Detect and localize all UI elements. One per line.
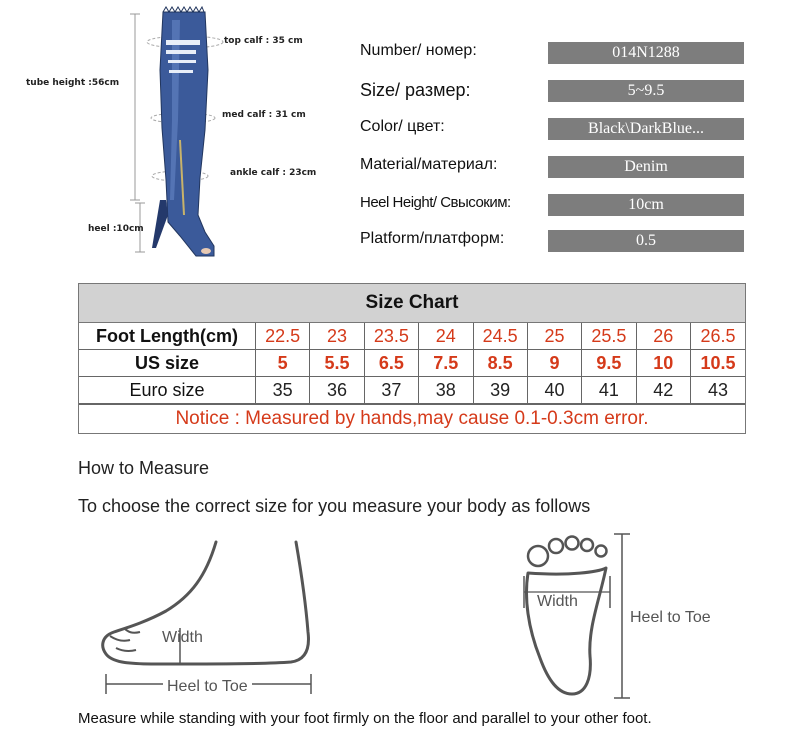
table-cell: 35 [256, 377, 310, 404]
table-cell: 41 [582, 377, 636, 404]
tube-height-label: tube height :56cm [26, 78, 120, 88]
row-header: Foot Length(cm) [79, 323, 256, 350]
table-cell: 10 [636, 350, 690, 377]
row-header: Euro size [79, 377, 256, 404]
spec-value: Black\DarkBlue... [548, 118, 744, 140]
table-cell: 40 [527, 377, 581, 404]
heel-height-label: heel :10cm [88, 224, 144, 234]
table-cell: 25 [527, 323, 581, 350]
top-length-label: Heel to Toe [630, 609, 711, 626]
side-width-label: Width [162, 629, 203, 646]
spec-row-platform [360, 228, 760, 254]
spec-row-number [360, 40, 760, 66]
table-cell: 26 [636, 323, 690, 350]
table-row [79, 377, 745, 404]
table-cell: 42 [636, 377, 690, 404]
table-cell: 38 [419, 377, 473, 404]
table-cell: 5.5 [310, 350, 364, 377]
how-to-measure-subtitle: To choose the correct size for you measure your body as follows [78, 496, 591, 516]
spec-row-material [360, 154, 760, 180]
table-cell: 10.5 [691, 350, 746, 377]
how-to-measure-title: How to Measure [78, 458, 210, 478]
table-cell: 37 [364, 377, 418, 404]
table-row [79, 350, 745, 377]
size-chart-notice: Notice : Measured by hands,may cause 0.1-0.3cm error. [79, 404, 745, 433]
table-cell: 23 [310, 323, 364, 350]
foot-top-view-icon [510, 528, 640, 703]
side-length-label: Heel to Toe [163, 678, 252, 696]
table-cell: 22.5 [256, 323, 310, 350]
spec-value: 10cm [548, 194, 744, 216]
spec-label: Platform/платформ: [360, 230, 505, 247]
spec-value: 014N1288 [548, 42, 744, 64]
table-cell: 36 [310, 377, 364, 404]
table-cell: 9.5 [582, 350, 636, 377]
table-cell: 7.5 [419, 350, 473, 377]
product-image-area [0, 0, 340, 270]
spec-row-heel-height [360, 192, 760, 218]
table-cell: 5 [256, 350, 310, 377]
size-chart-table [79, 323, 745, 404]
spec-value: 5~9.5 [548, 80, 744, 102]
table-cell: 26.5 [691, 323, 746, 350]
table-cell: 24 [419, 323, 473, 350]
measure-instruction-note: Measure while standing with your foot firmly on the floor and parallel to your other foot. [78, 710, 652, 727]
spec-row-size [360, 78, 760, 104]
table-cell: 8.5 [473, 350, 527, 377]
spec-label: Material/материал: [360, 156, 498, 173]
spec-label: Size/ размер: [360, 80, 471, 100]
size-chart [78, 283, 746, 434]
size-chart-title: Size Chart [79, 284, 745, 323]
spec-row-color [360, 116, 760, 142]
med-calf-label: med calf : 31 cm [222, 110, 306, 120]
spec-label: Number/ номер: [360, 42, 477, 59]
row-header: US size [79, 350, 256, 377]
spec-label: Heel Height/ Свысоким: [360, 194, 511, 211]
table-cell: 9 [527, 350, 581, 377]
table-cell: 24.5 [473, 323, 527, 350]
table-cell: 6.5 [364, 350, 418, 377]
table-cell: 23.5 [364, 323, 418, 350]
top-width-label: Width [537, 593, 578, 610]
table-cell: 43 [691, 377, 746, 404]
top-calf-label: top calf : 35 cm [224, 36, 303, 46]
spec-value: Denim [548, 156, 744, 178]
table-cell: 25.5 [582, 323, 636, 350]
spec-value: 0.5 [548, 230, 744, 252]
spec-label: Color/ цвет: [360, 118, 445, 135]
table-cell: 39 [473, 377, 527, 404]
table-row [79, 323, 745, 350]
ankle-calf-label: ankle calf : 23cm [230, 168, 317, 178]
foot-side-view-icon [96, 536, 326, 701]
